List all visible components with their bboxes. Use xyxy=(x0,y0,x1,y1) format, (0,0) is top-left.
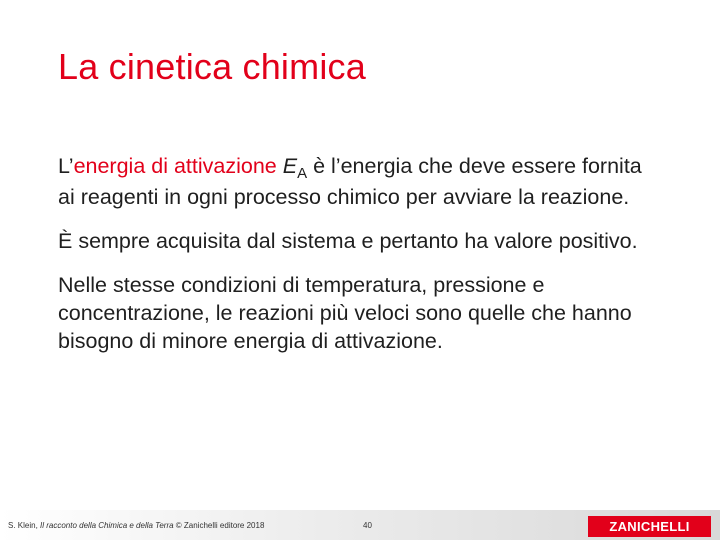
footer-credit xyxy=(8,521,264,530)
para1-prefix: L’ xyxy=(58,154,74,178)
zanichelli-logo xyxy=(588,516,711,537)
credit-publisher: © Zanichelli editore 2018 xyxy=(173,521,265,530)
slide-body xyxy=(58,152,658,371)
credit-book: Il racconto della Chimica e della Terra xyxy=(40,521,174,530)
activation-energy-term: energia di attivazione xyxy=(73,154,277,178)
credit-author: S. Klein, xyxy=(8,521,41,530)
paragraph-positive: È sempre acquisita dal sistema e pertanto ha valore positivo. xyxy=(58,229,638,253)
ea-subscript: A xyxy=(297,165,308,182)
ea-symbol xyxy=(282,154,308,182)
footer xyxy=(0,510,720,540)
slide-title: La cinetica chimica xyxy=(58,46,366,87)
page-number: 40 xyxy=(363,521,372,530)
ea-main: E xyxy=(282,154,298,178)
para1-rest: è l’energia che deve essere fornita ai reagenti in ogni processo chimico per avviare la reazione. xyxy=(58,154,642,209)
logo-text: ZANICHELLI xyxy=(609,519,690,534)
paragraph-activation-energy xyxy=(58,152,658,211)
paragraph-conditions: Nelle stesse condizioni di temperatura, pressione e concentrazione, le reazioni più veloci sono quelle che hanno bisogno di minore energia di attivazione. xyxy=(58,273,632,353)
